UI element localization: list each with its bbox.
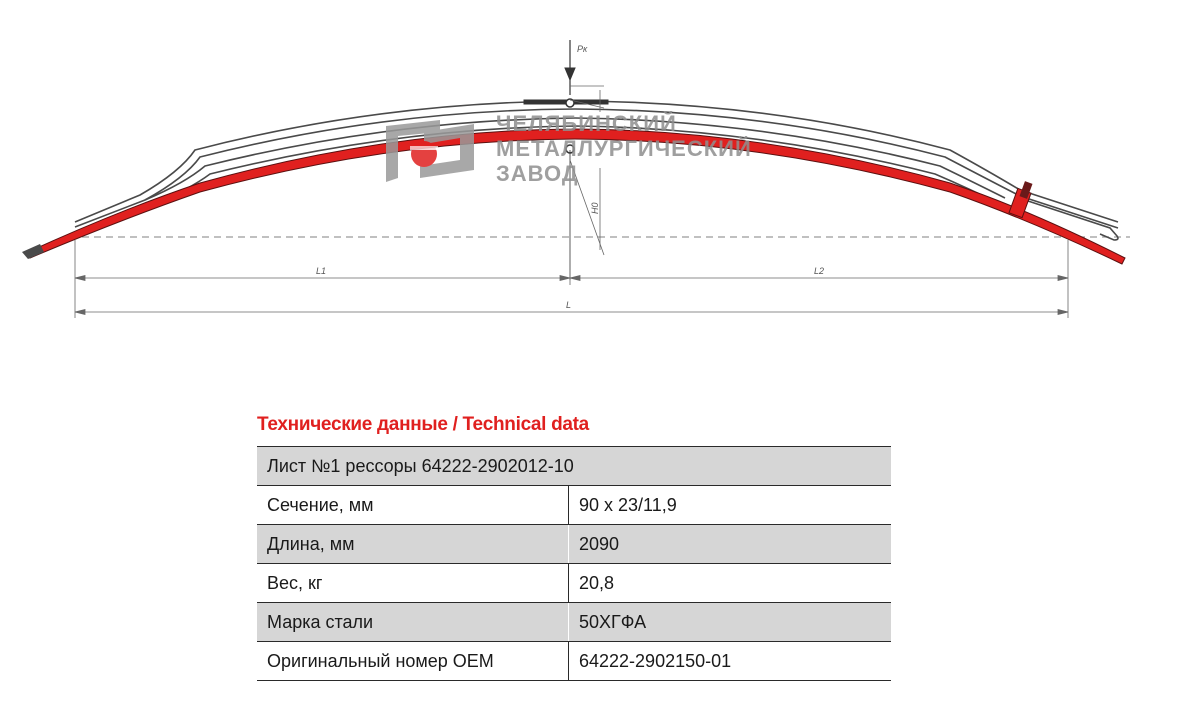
force-label: Pк (577, 44, 588, 54)
row-value: 90 x 23/11,9 (569, 486, 892, 525)
dim-l1-label: L1 (316, 266, 327, 276)
watermark (380, 112, 800, 192)
table-row (257, 603, 891, 642)
left-eye (22, 244, 44, 259)
row-label: Оригинальный номер OEM (257, 642, 569, 681)
watermark-line2: МЕТАЛЛУРГИЧЕСКИЙ (496, 136, 752, 161)
table-row (257, 642, 891, 681)
table-header-row (257, 447, 891, 486)
table-row (257, 486, 891, 525)
table-row (257, 564, 891, 603)
row-label: Марка стали (257, 603, 569, 642)
watermark-line3: ЗАВОД (496, 161, 579, 186)
watermark-line1: ЧЕЛЯБИНСКИЙ (496, 111, 677, 136)
row-label: Длина, мм (257, 525, 569, 564)
row-value: 20,8 (569, 564, 892, 603)
row-value: 50ХГФА (569, 603, 892, 642)
dim-total-label: L (566, 300, 572, 310)
dim-l2-label: L2 (814, 266, 825, 276)
technical-data-table (257, 446, 891, 681)
height-label: H0 (590, 202, 600, 214)
clamp (1009, 181, 1033, 217)
row-value: 2090 (569, 525, 892, 564)
logo-icon (380, 118, 480, 190)
row-label: Вес, кг (257, 564, 569, 603)
row-label: Сечение, мм (257, 486, 569, 525)
table-row (257, 525, 891, 564)
length-dimensions (75, 240, 1068, 318)
row-value: 64222-2902150-01 (569, 642, 892, 681)
table-header: Лист №1 рессоры 64222-2902012-10 (257, 447, 891, 486)
technical-data-title: Технические данные / Technical data (257, 414, 589, 435)
